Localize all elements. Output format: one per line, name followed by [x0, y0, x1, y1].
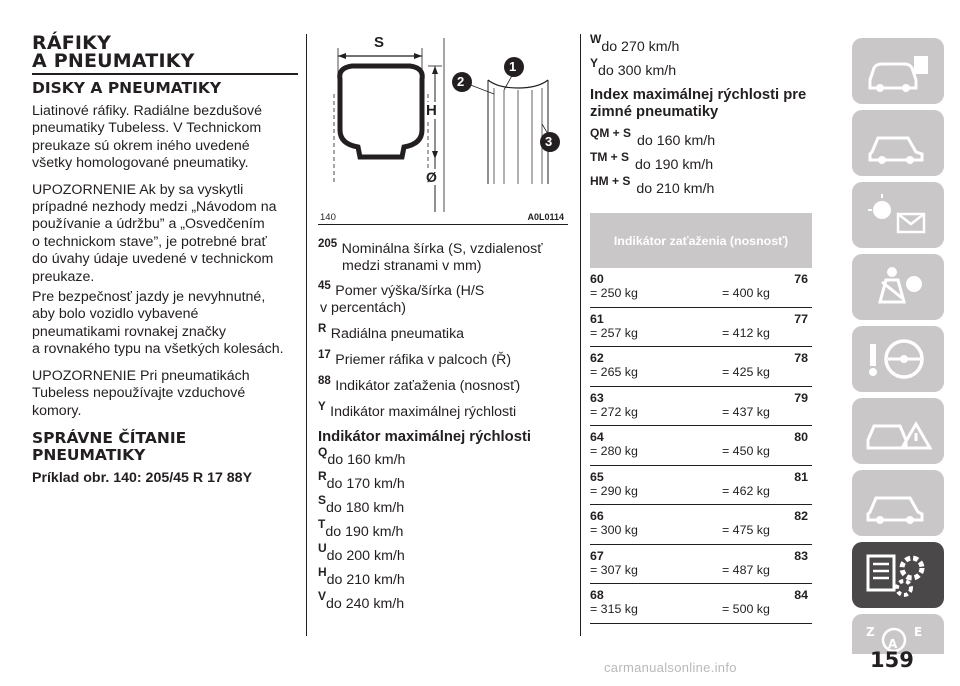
load-kg-pair [590, 444, 810, 458]
load-kg: = 400 kg [722, 286, 770, 300]
line: Tubeless nepoužívajte vzduchové [32, 385, 246, 402]
load-kg: = 412 kg [722, 325, 770, 340]
speed-text: do 270 km/h [601, 39, 680, 55]
definitions-list [318, 240, 578, 421]
load-index-pair [590, 588, 810, 602]
table-row [590, 426, 812, 466]
speed-text: do 160 km/h [637, 133, 716, 149]
definition-text: Nominálna šírka (S, vzdialenosť [341, 241, 543, 257]
speed-text: do 170 km/h [326, 476, 405, 492]
speed-item [318, 469, 578, 492]
speed-code: W [590, 32, 602, 46]
line: pneumatikami rovnakej značky [32, 323, 226, 340]
load-kg: = 462 kg [722, 483, 770, 498]
table-row [590, 584, 812, 624]
load-kg-pair [590, 602, 810, 616]
line: Pre bezpečnosť jazdy je nevyhnutné, [32, 289, 266, 306]
speed-code: V [318, 589, 327, 603]
speed-code: S [318, 493, 327, 507]
speed-item [590, 32, 812, 55]
load-kg: = 425 kg [722, 365, 770, 379]
load-index: 83 [794, 548, 808, 563]
definition-code: Y [318, 401, 326, 413]
column-divider-2 [580, 34, 581, 636]
definition-code: 205 [318, 238, 338, 250]
load-kg: = 250 kg [590, 286, 638, 300]
definition-text: Indikátor maximálnej rýchlosti [330, 404, 517, 420]
chapter-title-line2: A PNEUMATIKY [32, 50, 195, 72]
definition-item [318, 282, 578, 317]
tab-technical-data[interactable] [852, 542, 944, 608]
line: preukaze. [32, 268, 95, 285]
tab-safety[interactable] [852, 254, 944, 320]
watermark: carmanualsonline.info [604, 660, 737, 675]
speed-item [318, 493, 578, 516]
chapter-title-line1: RÁFIKY [32, 32, 112, 54]
line: o technickom stave”, je potrebné brať [32, 233, 267, 250]
speed-item [590, 56, 812, 79]
page-number: 159 [870, 648, 914, 672]
line: zimné pneumatiky [590, 104, 719, 120]
load-kg: = 500 kg [722, 602, 770, 616]
speed-code: TM + S [590, 150, 630, 164]
line: UPOZORNENIE Pri pneumatikách [32, 367, 250, 384]
load-index: 78 [794, 351, 808, 365]
winter-speed-list [590, 126, 812, 197]
definition-item [318, 377, 578, 395]
definition-text: Indikátor zaťaženia (nosnosť) [335, 378, 521, 394]
text-column-3 [590, 34, 812, 624]
winter-speed-item [590, 150, 812, 173]
load-kg-pair [590, 286, 810, 300]
line: prípadné nezhody medzi „Návodom na [32, 199, 277, 216]
table-row [590, 505, 812, 545]
load-index: 67 [590, 548, 604, 563]
definition-text-cont: medzi stranami v mm) [342, 258, 482, 274]
load-kg-pair [590, 326, 810, 340]
figure-code: A0L0114 [527, 212, 564, 222]
speed-code: Y [590, 56, 599, 70]
speed-item [318, 589, 578, 612]
car-info-icon [860, 46, 936, 96]
speed-code: QM + S [590, 126, 632, 140]
table-row [590, 466, 812, 506]
load-index-pair [590, 391, 810, 405]
line: všetky homologované pneumatiky. [32, 155, 249, 172]
load-kg: = 257 kg [590, 325, 638, 340]
speed-item [318, 445, 578, 468]
line: komory. [32, 402, 82, 419]
tire-cross-section-diagram [318, 34, 568, 212]
load-kg-pair [590, 523, 810, 537]
load-index: 63 [590, 390, 604, 405]
title-rule [32, 73, 298, 75]
load-index: 82 [794, 509, 808, 523]
speed-text: do 210 km/h [636, 181, 715, 197]
line: Liatinové ráfiky. Radiálne bezdušové [32, 103, 263, 119]
winter-speed-item [590, 174, 812, 197]
section-title-2-line2: PNEUMATIKY [32, 445, 146, 464]
speed-text: do 190 km/h [325, 524, 404, 540]
load-index: 84 [794, 588, 808, 602]
section-title-2-line1: SPRÁVNE ČÍTANIE [32, 428, 187, 447]
table-row [590, 268, 812, 308]
line: do úvahy údaje uvedené v technickom [32, 251, 274, 268]
speed-code: U [318, 541, 327, 555]
section-title: DISKY A PNEUMATIKY [32, 79, 222, 97]
winter-speed-item [590, 126, 812, 149]
paragraph-2 [32, 182, 300, 286]
svg-text:Z: Z [866, 625, 875, 639]
load-kg: = 280 kg [590, 444, 638, 458]
load-kg: = 272 kg [590, 404, 638, 419]
speed-code: HM + S [590, 174, 631, 188]
load-index-pair [590, 430, 810, 444]
speed-index-title: Indikátor maximálnej rýchlosti [318, 429, 531, 445]
speed-code: R [318, 469, 327, 483]
speed-text: do 240 km/h [326, 596, 405, 612]
line: UPOZORNENIE Ak by sa vyskytli [32, 181, 244, 198]
callout-1: 1 [509, 59, 517, 74]
warning-lights-icon [860, 190, 936, 240]
line: Index maximálnej rýchlosti pre [590, 87, 807, 103]
load-index: 81 [794, 469, 808, 484]
load-index: 77 [794, 311, 808, 326]
car-service-icon [860, 478, 936, 528]
load-index: 61 [590, 311, 604, 326]
load-kg-pair [590, 563, 810, 577]
speed-item [318, 565, 578, 588]
load-kg-pair [590, 405, 810, 419]
table-row [590, 545, 812, 585]
load-index-pair [590, 509, 810, 523]
load-kg: = 475 kg [722, 523, 770, 537]
steering-wheel-icon [860, 334, 936, 384]
car-side-icon [860, 118, 936, 168]
paragraph-1 [32, 103, 300, 173]
load-index-pair [590, 549, 810, 563]
speed-item [318, 517, 578, 540]
text-column-2 [318, 34, 578, 612]
load-index-pair [590, 312, 810, 326]
tab-emergency[interactable] [852, 398, 944, 464]
load-index: 64 [590, 430, 604, 444]
column-divider-1 [306, 34, 307, 636]
speed-text: do 160 km/h [327, 452, 406, 468]
example-label: Príklad obr. 140: 205/45 R 17 88Y [32, 469, 253, 486]
line: preukaze sú okrem iného uvedené [32, 137, 250, 154]
speed-code: Q [318, 445, 328, 459]
load-index: 66 [590, 509, 604, 523]
definition-code: 17 [318, 349, 331, 361]
definition-code: 88 [318, 375, 331, 387]
paragraph-3 [32, 289, 300, 359]
svg-text:A: A [888, 637, 898, 651]
load-kg: = 315 kg [590, 602, 638, 616]
load-index: 68 [590, 588, 604, 602]
load-index-pair [590, 470, 810, 484]
load-index: 76 [794, 272, 808, 286]
airbag-safety-icon [860, 262, 936, 312]
tab-warning-lights[interactable] [852, 182, 944, 248]
table-row [590, 347, 812, 387]
tab-car-side[interactable] [852, 110, 944, 176]
load-index: 60 [590, 272, 604, 286]
figure-rule [318, 224, 568, 225]
load-kg: = 307 kg [590, 562, 638, 577]
definition-text: Priemer ráfika v palcoch (Ř) [335, 352, 512, 368]
definition-text-cont: v percentách) [320, 300, 406, 316]
definition-code: R [318, 323, 327, 335]
definition-item [318, 351, 578, 369]
speed-text: do 300 km/h [598, 63, 677, 79]
tab-starting-driving[interactable] [852, 326, 944, 392]
dimension-label-h: H [426, 102, 437, 119]
load-kg: = 300 kg [590, 523, 638, 537]
load-kg: = 265 kg [590, 365, 638, 379]
load-index: 65 [590, 469, 604, 484]
definition-text: Pomer výška/šírka (H/S [335, 283, 485, 299]
load-table-header: Indikátor zaťaženia (nosnosť) [590, 213, 812, 268]
load-kg-pair [590, 365, 810, 379]
definition-code: 45 [318, 280, 331, 292]
definition-text: Radiálna pneumatika [330, 326, 465, 342]
load-kg: = 290 kg [590, 483, 638, 498]
speed-text: do 190 km/h [635, 157, 714, 173]
speed-code: T [318, 517, 326, 531]
text-column-1 [32, 34, 300, 487]
load-kg: = 450 kg [722, 444, 770, 458]
definition-item [318, 325, 578, 343]
load-index: 80 [794, 430, 808, 444]
definition-item [318, 403, 578, 421]
definition-item [318, 240, 578, 275]
load-index-pair [590, 272, 810, 286]
technical-data-icon [860, 550, 936, 600]
dimension-label-s: S [374, 34, 385, 51]
load-index: 62 [590, 351, 604, 365]
line: pneumatiky Tubeless. V Technickom [32, 120, 262, 137]
paragraph-4 [32, 368, 300, 420]
load-kg-pair [590, 484, 810, 498]
speed-text: do 180 km/h [326, 500, 405, 516]
line: aby bolo vozidlo vybavené [32, 306, 199, 323]
dimension-label-diameter: Ø [426, 169, 437, 185]
callout-2: 2 [457, 74, 465, 89]
winter-speed-title [590, 87, 812, 121]
car-emergency-icon [860, 406, 936, 456]
table-row [590, 387, 812, 427]
line: používanie a údržbu” a „Osvedčením [32, 216, 265, 233]
speed-text: do 200 km/h [326, 548, 405, 564]
table-row [590, 308, 812, 348]
speed-item [318, 541, 578, 564]
load-index: 79 [794, 390, 808, 405]
load-index-table [590, 213, 812, 624]
load-kg: = 437 kg [722, 404, 770, 419]
load-kg: = 487 kg [722, 562, 770, 577]
tab-maintenance[interactable] [852, 470, 944, 536]
callout-3: 3 [545, 134, 553, 149]
speed-text: do 210 km/h [326, 572, 405, 588]
figure-number: 140 [320, 212, 336, 223]
load-index-pair [590, 351, 810, 365]
tab-car-info[interactable] [852, 38, 944, 104]
speed-code: H [318, 565, 327, 579]
speed-index-list [318, 445, 578, 612]
tire-diagram-figure [318, 34, 568, 224]
svg-text:E: E [914, 625, 923, 639]
line: a rovnakého typu na všetkých kolesách. [32, 341, 284, 358]
